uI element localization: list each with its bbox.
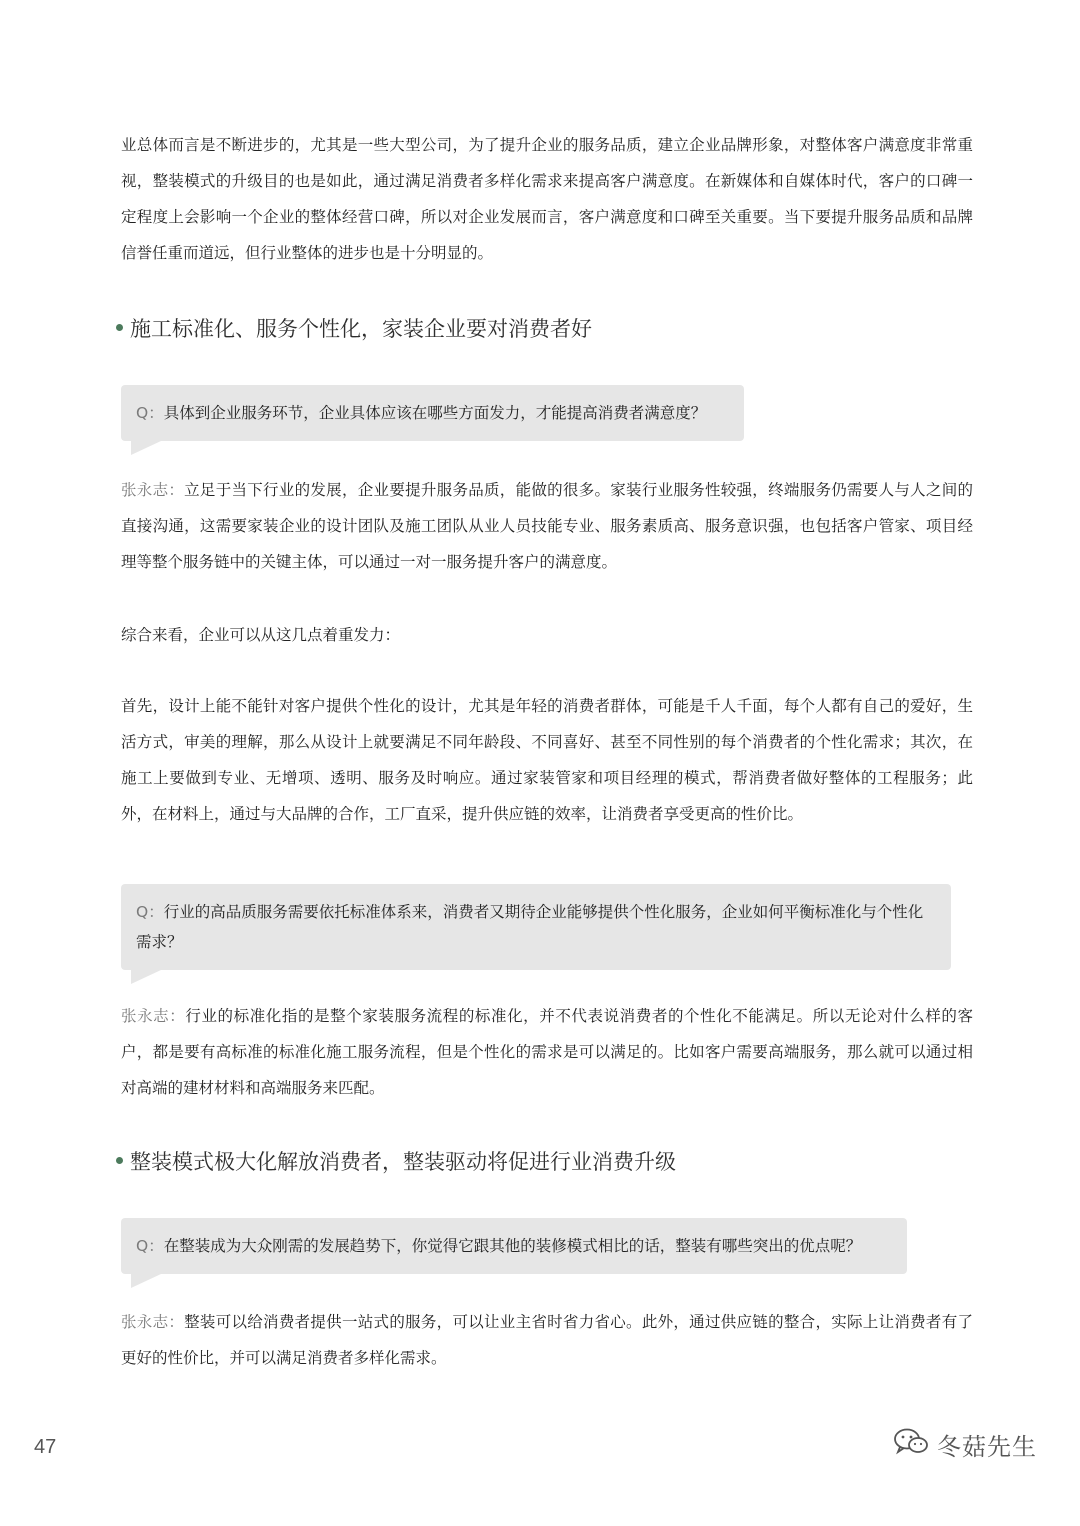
body-paragraph: 综合来看，企业可以从这几点着重发力： — [121, 626, 401, 644]
page-number: 47 — [34, 1436, 57, 1458]
bullet-icon — [116, 1157, 123, 1164]
watermark-text: 冬菇先生 — [937, 1432, 1037, 1461]
wechat-icon — [893, 1427, 929, 1461]
question-label: Q： — [136, 404, 164, 422]
question-text: 具体到企业服务环节，企业具体应该在哪些方面发力，才能提高消费者满意度？ — [163, 404, 707, 422]
section-heading — [116, 1147, 676, 1177]
speaker-label: 张永志： — [121, 481, 185, 499]
answer-paragraph — [121, 998, 973, 1106]
question-text: 行业的高品质服务需要依托标准体系来，消费者又期待企业能够提供个性化服务，企业如何平衡标准化与个性化需求？ — [136, 903, 924, 951]
question-box — [121, 1218, 907, 1274]
body-paragraph: 首先，设计上能不能针对客户提供个性化的设计，尤其是年轻的消费者群体，可能是千人千面，每个人都有自己的爱好，生活方式，审美的理解，那么从设计上就要满足不同年龄段、不同喜好、甚至不同性别的每个消费者的个性化需求；其次，在施工上要做到专业、无增项、透明、服务及时响应。通过家装管家和项目经理的模式，帮消费者做好整体的工程服务；此外，在材料上，通过与大品牌的合作，工厂直采，提升供应链的效率，让消费者享受更高的性价比。 — [121, 697, 973, 823]
bullet-icon — [116, 324, 123, 331]
answer-text: 立足于当下行业的发展，企业要提升服务品质，能做的很多。家装行业服务性较强，终端服务仍需要人与人之间的直接沟通，这需要家装企业的设计团队及施工团队从业人员技能专业、服务素质高、服务意识强，也包括客户管家、项目经理等整个服务链中的关键主体，可以通过一对一服务提升客户的满意度。 — [121, 481, 973, 571]
intro-paragraph: 业总体而言是不断进步的，尤其是一些大型公司，为了提升企业的服务品质，建立企业品牌形象，对整体客户满意度非常重视，整装模式的升级目的也是如此，通过满足消费者多样化需求来提高客户满意度。在新媒体和自媒体时代，客户的口碑一定程度上会影响一个企业的整体经营口碑，所以对企业发展而言，客户满意度和口碑至关重要。当下要提升服务品质和品牌信誉任重而道远，但行业整体的进步也是十分明显的。 — [121, 136, 973, 262]
question-label: Q： — [136, 903, 164, 921]
question-box — [121, 884, 951, 970]
answer-text: 整装可以给消费者提供一站式的服务，可以让业主省时省力省心。此外，通过供应链的整合，实际上让消费者有了更好的性价比，并可以满足消费者多样化需求。 — [121, 1313, 973, 1367]
section-heading — [116, 314, 592, 344]
answer-text: 行业的标准化指的是整个家装服务流程的标准化，并不代表说消费者的个性化不能满足。所以无论对什么样的客户，都是要有高标准的标准化施工服务流程，但是个性化的需求是可以满足的。比如客户需要高端服务，那么就可以通过相对高端的建材材料和高端服务来匹配。 — [121, 1007, 973, 1097]
section-heading-text: 整装模式极大化解放消费者，整装驱动将促进行业消费升级 — [130, 1150, 676, 1174]
question-text: 在整装成为大众刚需的发展趋势下，你觉得它跟其他的装修模式相比的话，整装有哪些突出的优点呢？ — [163, 1237, 862, 1255]
answer-paragraph — [121, 1304, 973, 1376]
speaker-label: 张永志： — [121, 1313, 185, 1331]
question-label: Q： — [136, 1237, 164, 1255]
answer-paragraph — [121, 472, 973, 580]
watermark — [893, 1424, 1037, 1464]
speaker-label: 张永志： — [121, 1007, 186, 1025]
question-box — [121, 385, 744, 441]
section-heading-text: 施工标准化、服务个性化，家装企业要对消费者好 — [130, 317, 592, 341]
